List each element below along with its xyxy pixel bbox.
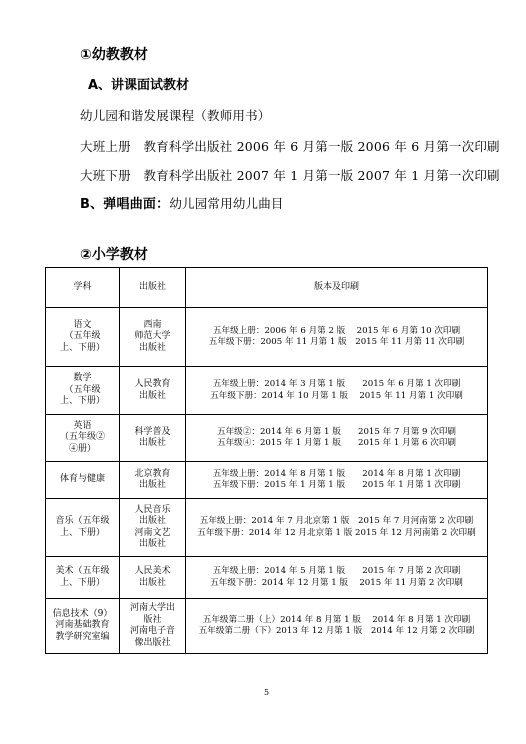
subject-cell: 信息技术（9） 河南基础教育 教学研究室编 — [46, 599, 120, 654]
publisher-cell: 河南大学出 版社 河南电子音 像出版社 — [120, 599, 186, 654]
publisher-cell: 西南 师范大学 出版社 — [120, 308, 186, 367]
header-edition: 版本及印刷 — [186, 268, 488, 308]
edition-cell: 五年级②：2014 年 6 月第 1 版 2015 年 7 月第 9 次印刷 五年级④：2015 年 1 月第 1 版 2015 年 1 月第 6 次印刷 — [186, 415, 488, 462]
publisher-cell: 人民美术 出版社 — [120, 557, 186, 599]
section-title-primary: ②小学教材 — [80, 247, 148, 263]
table-row — [46, 599, 488, 654]
subject-cell: 美术（五年级 上、下册） — [46, 557, 120, 599]
page-number: 5 — [264, 688, 270, 697]
subsection-b — [80, 193, 284, 212]
table-row — [46, 367, 488, 415]
edition-cell: 五年级上册：2014 年 5 月第 1 版 2015 年 7 月第 2 次印刷 五年级下册：2014 年 12 月第 1 版 2015 年 11 月第 2 次印刷 — [186, 557, 488, 599]
subsection-a-title: A、讲课面试教材 — [88, 78, 190, 93]
edition-cell: 五年级第二册（上）2014 年 8 月第 1 版 2014 年 8 月第 1 次印刷 五年级第二册（下）2013 年 12 月第 1 版 2014 年 12 月第 2 次印刷 — [186, 599, 488, 654]
table-row — [46, 415, 488, 462]
table-row — [46, 557, 488, 599]
edition-cell: 五年级上册：2006 年 6 月第 2 版 2015 年 6 月第 10 次印刷 五年级下册：2005 年 11 月第 1 版 2015 年 11 月第 11 次印刷 — [186, 308, 488, 367]
subsection-b-label: B、弹唱曲面： — [80, 197, 170, 212]
textbook-title: 幼儿园和谐发展课程（教师用书） — [80, 108, 271, 123]
publisher-cell: 北京教育 出版社 — [120, 462, 186, 499]
header-publisher: 出版社 — [120, 268, 186, 308]
subject-cell: 体育与健康 — [46, 462, 120, 499]
section-title-preschool: ①幼教教材 — [80, 47, 148, 63]
table-header-row — [46, 268, 488, 308]
publisher-cell: 人民教育 出版社 — [120, 367, 186, 415]
edition-line-1: 大班上册 教育科学出版社 2006 年 6 月第一版 2006 年 6 月第一次印刷 — [80, 139, 500, 154]
table-row — [46, 499, 488, 557]
subject-cell: 数学 （五年级 上、下册） — [46, 367, 120, 415]
edition-cell: 五年级上册：2014 年 8 月第 1 版 2014 年 8 月第 1 次印刷 五年级下册：2015 年 1 月第 1 版 2015 年 1 月第 1 次印刷 — [186, 462, 488, 499]
table-row — [46, 308, 488, 367]
subsection-b-text: 幼儿园常用幼儿曲目 — [169, 196, 284, 211]
textbook-table — [45, 267, 488, 654]
header-subject: 学科 — [46, 268, 120, 308]
edition-line-2: 大班下册 教育科学出版社 2007 年 1 月第一版 2007 年 1 月第一次印刷 — [80, 168, 500, 183]
publisher-cell: 科学普及 出版社 — [120, 415, 186, 462]
subject-cell: 语文 （五年级 上、下册） — [46, 308, 120, 367]
edition-cell: 五年级上册：2014 年 7 月北京第 1 版 2015 年 7 月河南第 2 次印刷 五年级下册：2014 年 12 月北京第 1 版 2015 年 12 月河南第 2 次印刷 — [186, 499, 488, 557]
subject-cell: 音乐（五年级 上、下册） — [46, 499, 120, 557]
subject-cell: 英语 （五年级② ④册） — [46, 415, 120, 462]
edition-cell: 五年级上册：2014 年 3 月第 1 版 2015 年 6 月第 1 次印刷 五年级下册：2014 年 10 月第 1 版 2015 年 11 月第 1 次印刷 — [186, 367, 488, 415]
publisher-cell: 人民音乐 出版社 河南文艺 出版社 — [120, 499, 186, 557]
table-row — [46, 462, 488, 499]
